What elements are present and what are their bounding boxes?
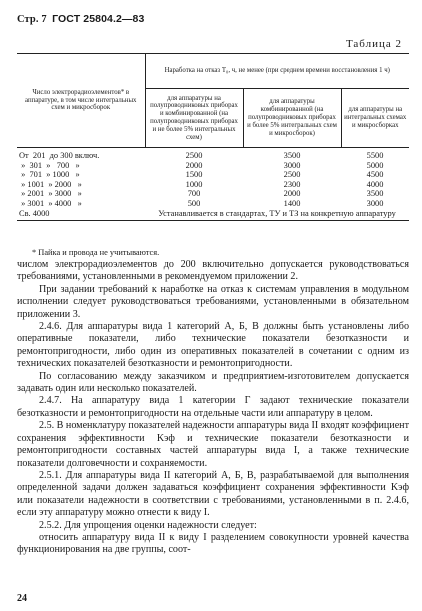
col-header-semiconductor: для аппаратуры на полупроводниковых приборах и комбинированной (на полупроводниковых приборах и не более 5% интегральных схем): [145, 89, 243, 148]
element-count-ranges: От 201 до 300 включ. » 301 » 700 » » 701 » 1000 » » 1001 » 2000 » » 2001 » 3000 » » 3001 » 4000 »: [19, 151, 100, 208]
paragraph: По согласованию между заказчиком и предприятием-изготовителем допускается задавать один или несколько показателей.: [17, 370, 409, 395]
col1-values: 2500 2000 1500 1000 700 500: [185, 151, 203, 208]
paragraph: числом электрорадиоэлементов до 200 включительно допускается руководствоваться требованиями, установленными в рекомендуемом приложении 2.: [17, 259, 409, 283]
table-label: Таблица 2: [345, 38, 402, 50]
col2-values: 3500 3000 2500 2300 2000 1400: [283, 151, 301, 208]
page-number: 24: [17, 593, 27, 604]
group-header: Наработка на отказ T₀, ч, не менее (при среднем времени восстановления 1 ч): [145, 54, 409, 89]
body-text: [17, 259, 409, 557]
paragraph: 2.5.2. Для упрощения оценки надежности следует:: [39, 519, 257, 531]
reliability-table: [17, 53, 409, 221]
col-header-combined: для аппаратуры комбинированной (на полупроводниковых приборах и более 5% интегральных схем и микросборок): [243, 89, 341, 148]
paragraph: 2.5.1. Для аппаратуры вида II категорий А, Б, В, разрабатываемой для выполнения определенной задачи должен задаваться коэффициент сохранения эффективности Kэф или показатели надежности в соответствии с требованиями, установленными в п. 2.4.6, если эту аппаратуру можно отнести к виду I.: [17, 469, 409, 519]
page-label: Стр. 7: [17, 14, 47, 25]
last-row-label: Св. 4000: [17, 209, 145, 221]
col3-values: 5500 5000 4500 4000 3500 3000: [366, 151, 384, 208]
table-footnote: * Пайка и провода не учитываются.: [32, 248, 160, 257]
paragraph: При задании требований к наработке на отказ к системам управления в модульном исполнении следует руководствоваться требованиями, установленными в обязательном приложении 3.: [17, 283, 409, 320]
last-row-value: Устанавливается в стандартах, ТУ и ТЗ на конкретную аппаратуру: [145, 209, 409, 221]
col-header-integrated: для аппаратуры на интегральных схемах и микросборках: [341, 89, 409, 148]
paragraph: 2.4.6. Для аппаратуры вида 1 категорий А, Б, В должны быть установлены либо оперативные показатели, либо технические показатели безотказности и ремонтопригодности, либо один из оперативных показателей в сочетании с одним из технических показателей безотказности и ремонтопригодности.: [17, 321, 409, 370]
paragraph: 2.5. В номенклатуру показателей надежности аппаратуры вида II входят коэффициент сохранения эффективности Kэф и технические показатели безотказности и ремонтопригодности составных частей аппаратуры вида I, а также технические показатели долговечности и сохраняемости.: [17, 420, 409, 469]
stub-header: Число электрорадиоэлементов* в аппаратуре, в том числе интегральных схем и микросборок: [17, 54, 145, 148]
page-header: [17, 13, 144, 25]
paragraph: 2.4.7. На аппаратуру вида 1 категории Г задают технические показатели безотказности и ремонтопригодности на отдельные части или аппаратуру в целом.: [17, 395, 409, 419]
standard-number: ГОСТ 25804.2—83: [52, 13, 145, 25]
paragraph: относить аппаратуру вида II к виду I разделением совокупности уровней качества функционирования на две группы, соот-: [17, 531, 409, 556]
